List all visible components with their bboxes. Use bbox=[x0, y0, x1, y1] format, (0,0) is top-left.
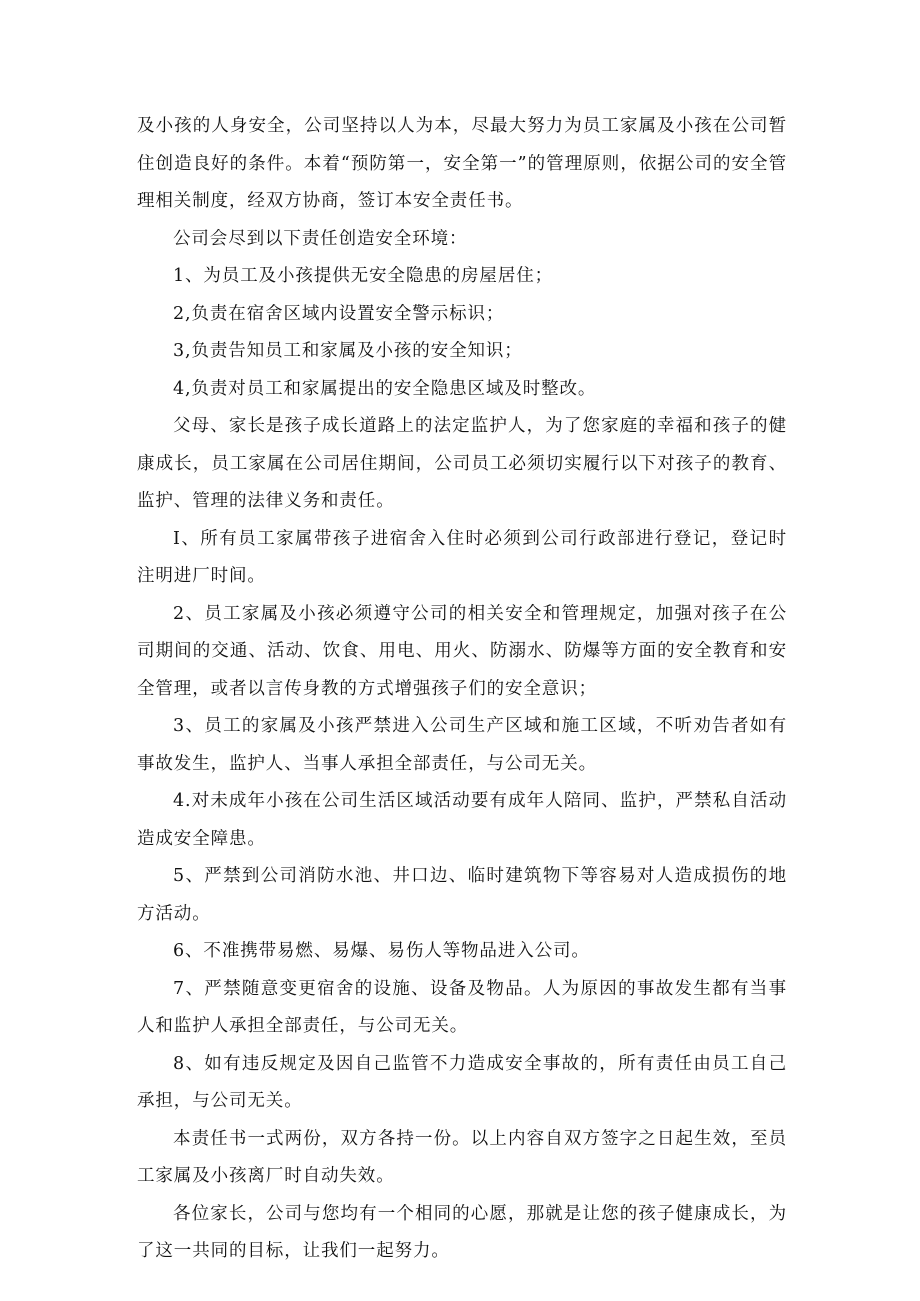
paragraph-rule-5: 5、严禁到公司消防水池、井口边、临时建筑物下等容易对人造成损伤的地方活动。 bbox=[137, 866, 787, 924]
paragraph-intro-continuation: 及小孩的人身安全，公司坚持以人为本，尽最大努力为员工家属及小孩在公司暂住创造良好的条件。本着“预防第一，安全第一”的管理原则，依据公司的安全管理相关制度，经双方协商，签订本安全责任书。 bbox=[137, 116, 787, 211]
paragraph-rule-1: I、所有员工家属带孩子进宿舍入住时必须到公司行政部进行登记，登记时注明进厂时间。 bbox=[137, 528, 787, 586]
paragraph-company-duty-4: 4,负责对员工和家属提出的安全隐患区域及时整改。 bbox=[173, 378, 597, 399]
paragraph-company-duty-1: 1、为员工及小孩提供无安全隐患的房屋居住； bbox=[173, 266, 554, 286]
paragraph-validity: 本责任书一式两份，双方各持一份。以上内容自双方签字之日起生效，至员工家属及小孩离厂时自动失效。 bbox=[137, 1128, 787, 1186]
document-page bbox=[137, 108, 787, 1271]
paragraph-rule-3: 3、员工的家属及小孩严禁进入公司生产区域和施工区域，不听劝告者如有事故发生，监护人、当事人承担全部责任，与公司无关。 bbox=[137, 716, 787, 774]
paragraph-company-duties-heading: 公司会尽到以下责任创造安全环境： bbox=[173, 228, 468, 249]
paragraph-guardian-intro: 父母、家长是孩子成长道路上的法定监护人，为了您家庭的幸福和孩子的健康成长，员工家属在公司居住期间，公司员工必须切实履行以下对孩子的教育、监护、管理的法律义务和责任。 bbox=[137, 416, 787, 511]
paragraph-closing: 各位家长，公司与您均有一个相同的心愿，那就是让您的孩子健康成长，为了这一共同的目标，让我们一起努力。 bbox=[137, 1203, 787, 1261]
paragraph-company-duty-2: 2,负责在宿舍区域内设置安全警示标识； bbox=[173, 303, 505, 324]
paragraph-rule-7: 7、严禁随意变更宿舍的设施、设备及物品。人为原因的事故发生都有当事人和监护人承担全部责任，与公司无关。 bbox=[137, 978, 787, 1036]
paragraph-rule-8: 8、如有违反规定及因自己监管不力造成安全事故的，所有责任由员工自己承担，与公司无关。 bbox=[137, 1053, 787, 1111]
paragraph-rule-2: 2、员工家属及小孩必须遵守公司的相关安全和管理规定，加强对孩子在公司期间的交通、活动、饮食、用电、用火、防溺水、防爆等方面的安全教育和安全管理，或者以言传身教的方式增强孩子们的安全意识； bbox=[137, 603, 787, 699]
paragraph-rule-4: 4.对未成年小孩在公司生活区域活动要有成年人陪同、监护，严禁私自活动造成安全障患。 bbox=[137, 791, 787, 849]
paragraph-company-duty-3: 3,负责告知员工和家属及小孩的安全知识； bbox=[173, 341, 523, 361]
paragraph-rule-6: 6、不准携带易燃、易爆、易伤人等物品进入公司。 bbox=[173, 941, 590, 961]
